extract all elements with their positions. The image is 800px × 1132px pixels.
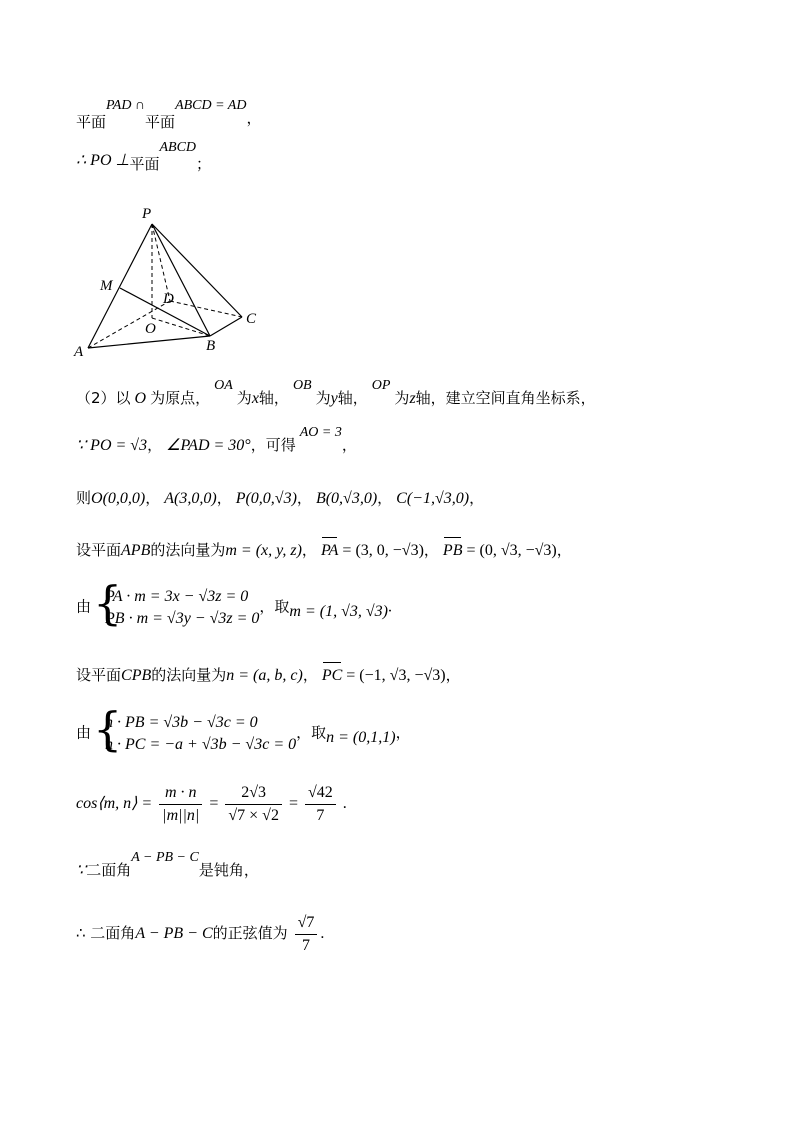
label-p: P <box>142 206 152 222</box>
label-m: M <box>100 278 113 294</box>
line-plane-intersection: 平面PAD ∩平面ABCD = AD， <box>76 98 262 131</box>
edge-ab <box>88 336 210 348</box>
fraction-sqrt7: $\frac{√7}{7}$ <box>295 912 318 957</box>
edge-bc <box>210 317 242 336</box>
line-po-perpendicular: ∴ PO ⊥平面ABCD； <box>76 140 212 173</box>
line-system-cpb: 由 { n · PB = √3b − √3c = 0 n · PC = −a + √3b − √3c = 0 ，取n = (0,1,1)， <box>76 712 411 756</box>
line-plane-cpb-normal: 设平面CPB的法向量为n = (a, b, c)， PC = (−1, √3, −√3)， <box>76 666 461 684</box>
line-system-apb: 由 { PA · m = 3x − √3z = 0 PB · m = √3y − √3z = 0 ，取m = (1, √3, √3). <box>76 586 392 630</box>
line-cosine: cos⟨m, n⟩ = $\frac{m \cdot n}{|m||n|}$ = $\frac{2√3}{√7 \times √2}$ = $\frac{√42}{7}$ . <box>76 782 347 827</box>
edge-pd <box>152 224 170 301</box>
line-obtuse-angle: ∵二面角A − PB − C是钝角， <box>76 850 259 879</box>
label-d: D <box>163 291 174 307</box>
label-c: C <box>246 311 257 327</box>
equation-system-cpb: { n · PB = √3b − √3c = 0 n · PC = −a + √3b − √3c = 0 <box>95 712 296 756</box>
fraction-sqrt42: $\frac{√42}{7}$ <box>305 782 336 827</box>
edge-dc <box>170 301 242 317</box>
line-plane-apb-normal: 设平面APB的法向量为m = (x, y, z)， PA = (3, 0, −√3)， PB = (0, √3, −√3)， <box>76 541 572 559</box>
label-o: O <box>145 321 156 337</box>
fraction-2sqrt3: $\frac{2√3}{√7 \times √2}$ <box>225 782 282 827</box>
edge-pb <box>152 224 210 336</box>
label-a: A <box>74 344 84 360</box>
line-point-coordinates: 则O(0,0,0)， A(3,0,0)， P(0,0,√3)， B(0,√3,0)， C(−1,√3,0)， <box>76 489 485 507</box>
fraction-mn: $\frac{m \cdot n}{|m||n|}$ <box>159 782 202 827</box>
line-sine-result: ∴ 二面角A − PB − C的正弦值为 $\frac{√7}{7}$ . <box>76 912 324 957</box>
label-b: B <box>206 338 216 354</box>
equation-system-apb: { PA · m = 3x − √3z = 0 PB · m = √3y − √3z = 0 <box>95 586 259 630</box>
pyramid-figure <box>70 200 270 360</box>
line-coordinate-system: （2）以 O 为原点， OA 为x轴， OB 为y轴， OP 为z轴，建立空间直角坐标系， <box>76 378 596 407</box>
line-po-value: ∵ PO = √3， ∠PAD = 30°，可得 AO = 3， <box>76 425 357 454</box>
